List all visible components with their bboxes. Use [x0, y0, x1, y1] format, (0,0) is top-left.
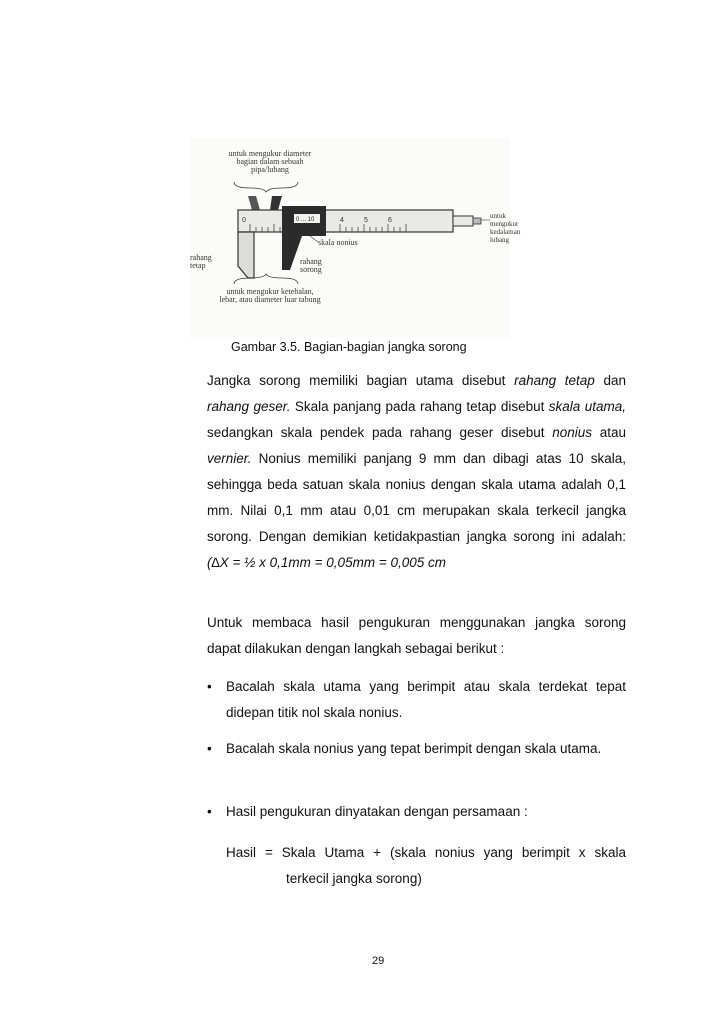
svg-text:4: 4 — [340, 217, 344, 224]
label-fixed-jaw: rahang tetap — [190, 253, 212, 270]
svg-text:0 ... 10: 0 ... 10 — [296, 217, 315, 223]
label-depth-measure: untuk mengukur kedalaman lubang — [490, 212, 521, 244]
bullet-icon: • — [207, 679, 212, 694]
paragraph-2 — [207, 610, 626, 662]
term-vernier: vernier. — [207, 451, 252, 466]
paragraph-1 — [207, 368, 626, 576]
svg-text:5: 5 — [364, 217, 368, 224]
para1-text: atau — [592, 425, 626, 440]
term-nonius: nonius — [552, 425, 592, 440]
bullet-icon: • — [207, 804, 212, 819]
para1-text: dan — [594, 373, 626, 388]
bullet-item-3 — [207, 799, 626, 825]
para1-text: sedangkan skala pendek pada rahang geser disebut — [207, 425, 553, 440]
bullet-item-1 — [207, 674, 626, 726]
bullet-text: Bacalah skala nonius yang tepat berimpit dengan skala utama. — [226, 741, 602, 756]
uncertainty-formula: (∆X = ½ x 0,1mm = 0,05mm = 0,005 cm — [207, 555, 446, 570]
label-sliding-jaw: rahang sorong — [300, 257, 322, 274]
page-number: 29 — [372, 955, 385, 967]
svg-text:6: 6 — [388, 217, 392, 224]
caliper-figure — [190, 138, 521, 338]
para2-text: Untuk membaca hasil pengukuran menggunakan jangka sorong dapat dilakukan dengan langkah sebagai berikut : — [207, 615, 626, 656]
para1-text: Jangka sorong memiliki bagian utama disebut — [207, 373, 515, 388]
svg-text:0: 0 — [242, 217, 246, 224]
para1-text: Nonius memiliki panjang 9 mm dan dibagi atas 10 skala, sehingga beda satuan skala nonius dengan skala utama adalah 0,1 mm. Nilai 0,1 mm atau 0,01 cm merupakan skala terkecil jangka sorong. Dengan demikian ketidakpastian jangka sorong ini adalah: — [207, 451, 626, 544]
label-outside-measure: untuk mengukur ketebalan, lebar, atau diameter luar tabung — [219, 287, 321, 304]
bullet-text: Bacalah skala utama yang berimpit atau skala terdekat tepat didepan titik nol skala nonius. — [226, 679, 626, 720]
para1-text: Skala panjang pada rahang tetap disebut — [290, 399, 549, 414]
formula-line-1: Hasil = Skala Utama + (skala nonius yang berimpit x skala — [226, 845, 626, 860]
bullet-item-2 — [207, 736, 626, 762]
term-rahang-geser: rahang geser. — [207, 399, 291, 414]
formula-line-2: terkecil jangka sorong) — [286, 871, 422, 886]
bullet-icon: • — [207, 741, 212, 756]
term-rahang-tetap: rahang tetap — [514, 373, 595, 388]
label-inside-measure: untuk mengukur diameter bagian dalam sebuah pipa/lubang — [228, 149, 312, 174]
bullet-text: Hasil pengukuran dinyatakan dengan persamaan : — [226, 804, 528, 819]
formula-block — [226, 840, 626, 892]
label-nonius-scale: skala nonius — [318, 238, 358, 247]
figure-caption: Gambar 3.5. Bagian-bagian jangka sorong — [231, 340, 467, 354]
term-skala-utama: skala utama, — [548, 399, 626, 414]
